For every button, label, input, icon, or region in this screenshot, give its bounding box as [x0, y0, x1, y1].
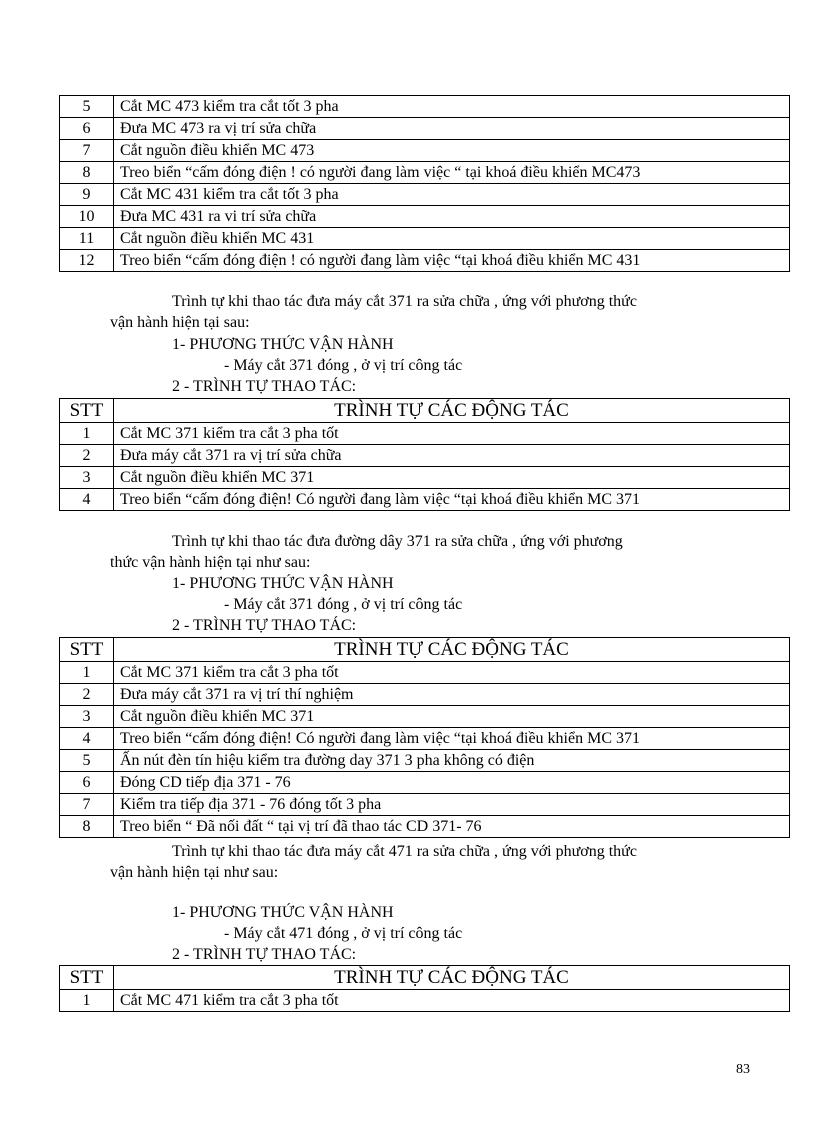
step-number: 1	[60, 990, 114, 1012]
step-number: 5	[60, 750, 114, 772]
section3-intro-cont: thức vận hành hiện tại như sau:	[110, 554, 311, 571]
header-stt: STT	[60, 399, 114, 423]
step-text: Cắt MC 371 kiểm tra cắt 3 pha tốt	[114, 423, 790, 445]
steps-table-1	[59, 95, 790, 272]
section4-mode-heading: 1- PHƯƠNG THỨC VẬN HÀNH	[172, 904, 394, 921]
step-text: Treo biển “cấm đóng điện! Có người đang làm việc “tại khoá điều khiển MC 371	[114, 489, 790, 511]
section4-mode-detail: - Máy cắt 471 đóng , ở vị trí công tác	[224, 925, 463, 942]
step-number: 10	[60, 206, 114, 228]
step-number: 1	[60, 423, 114, 445]
step-number: 5	[60, 96, 114, 118]
step-number: 2	[60, 445, 114, 467]
table-row	[60, 423, 790, 445]
table-row	[60, 96, 790, 118]
header-steps: TRÌNH TỰ CÁC ĐỘNG TÁC	[114, 399, 790, 423]
table-header-row	[60, 966, 790, 990]
section2-mode-detail: - Máy cắt 371 đóng , ở vị trí công tác	[224, 357, 463, 374]
table-header-row	[60, 399, 790, 423]
table-row	[60, 206, 790, 228]
table-row	[60, 228, 790, 250]
step-text: Cắt MC 371 kiểm tra cắt 3 pha tốt	[114, 662, 790, 684]
step-number: 6	[60, 772, 114, 794]
table-row	[60, 816, 790, 838]
step-text: Cắt nguồn điều khiển MC 371	[114, 467, 790, 489]
section4-intro: Trình tự khi thao tác đưa máy cắt 471 ra sửa chữa , ứng với phương thức	[172, 843, 637, 860]
table-row	[60, 162, 790, 184]
section3-mode-detail: - Máy cắt 371 đóng , ở vị trí công tác	[224, 596, 463, 613]
header-stt: STT	[60, 966, 114, 990]
step-number: 11	[60, 228, 114, 250]
header-steps: TRÌNH TỰ CÁC ĐỘNG TÁC	[114, 966, 790, 990]
step-text: Treo biển “cấm đóng điện! Có người đang làm việc “tại khoá điều khiển MC 371	[114, 728, 790, 750]
step-number: 3	[60, 467, 114, 489]
table-row	[60, 750, 790, 772]
section2-intro-cont: vận hành hiện tại sau:	[110, 314, 250, 331]
step-text: Đưa máy cắt 371 ra vị trí thí nghiệm	[114, 684, 790, 706]
step-text: Ấn nút đèn tín hiệu kiểm tra đường day 371 3 pha không có điện	[114, 750, 790, 772]
steps-table-2	[59, 398, 790, 511]
step-text: Đưa MC 431 ra vi trí sửa chữa	[114, 206, 790, 228]
step-number: 6	[60, 118, 114, 140]
step-number: 8	[60, 816, 114, 838]
step-number: 4	[60, 728, 114, 750]
table-row	[60, 184, 790, 206]
table-row	[60, 772, 790, 794]
step-number: 7	[60, 140, 114, 162]
table-row	[60, 467, 790, 489]
header-steps: TRÌNH TỰ CÁC ĐỘNG TÁC	[114, 638, 790, 662]
step-number: 12	[60, 250, 114, 272]
step-text: Treo biển “cấm đóng điện ! có người đang làm việc “tại khoá điều khiển MC 431	[114, 250, 790, 272]
section2-intro: Trình tự khi thao tác đưa máy cắt 371 ra sửa chữa , ứng với phương thức	[172, 293, 637, 310]
steps-table-3	[59, 637, 790, 838]
page-number: 83	[736, 1062, 750, 1077]
step-number: 2	[60, 684, 114, 706]
step-text: Cắt nguồn điều khiển MC 371	[114, 706, 790, 728]
table-row	[60, 662, 790, 684]
step-text: Đưa máy cắt 371 ra vị trí sửa chữa	[114, 445, 790, 467]
table-row	[60, 990, 790, 1012]
step-text: Treo biển “cấm đóng điện ! có người đang làm việc “ tại khoá điều khiển MC473	[114, 162, 790, 184]
steps-table-4	[59, 965, 790, 1012]
step-number: 3	[60, 706, 114, 728]
table-row	[60, 250, 790, 272]
table-row	[60, 445, 790, 467]
table-row	[60, 140, 790, 162]
table-row	[60, 706, 790, 728]
table-row	[60, 728, 790, 750]
step-text: Treo biển “ Đã nối đất “ tại vị trí đã thao tác CD 371- 76	[114, 816, 790, 838]
step-text: Cắt MC 473 kiểm tra cắt tốt 3 pha	[114, 96, 790, 118]
step-text: Cắt MC 471 kiểm tra cắt 3 pha tốt	[114, 990, 790, 1012]
step-text: Cắt nguồn điều khiển MC 473	[114, 140, 790, 162]
section2-steps-heading: 2 - TRÌNH TỰ THAO TÁC:	[172, 378, 357, 395]
section3-mode-heading: 1- PHƯƠNG THỨC VẬN HÀNH	[172, 575, 394, 592]
table-row	[60, 684, 790, 706]
table-header-row	[60, 638, 790, 662]
step-number: 8	[60, 162, 114, 184]
step-number: 4	[60, 489, 114, 511]
step-text: Đóng CD tiếp địa 371 - 76	[114, 772, 790, 794]
step-text: Cắt MC 431 kiểm tra cắt tốt 3 pha	[114, 184, 790, 206]
section3-steps-heading: 2 - TRÌNH TỰ THAO TÁC:	[172, 617, 357, 634]
section2-mode-heading: 1- PHƯƠNG THỨC VẬN HÀNH	[172, 336, 394, 353]
section4-intro-cont: vận hành hiện tại như sau:	[110, 864, 279, 881]
step-number: 1	[60, 662, 114, 684]
table-row	[60, 118, 790, 140]
step-text: Đưa MC 473 ra vị trí sửa chữa	[114, 118, 790, 140]
table-row	[60, 794, 790, 816]
step-number: 7	[60, 794, 114, 816]
step-number: 9	[60, 184, 114, 206]
section4-steps-heading: 2 - TRÌNH TỰ THAO TÁC:	[172, 946, 357, 963]
step-text: Kiểm tra tiếp địa 371 - 76 đóng tốt 3 pha	[114, 794, 790, 816]
section3-intro: Trình tự khi thao tác đưa đường dây 371 ra sửa chữa , ứng với phương	[172, 533, 623, 550]
header-stt: STT	[60, 638, 114, 662]
step-text: Cắt nguồn điều khiển MC 431	[114, 228, 790, 250]
table-row	[60, 489, 790, 511]
